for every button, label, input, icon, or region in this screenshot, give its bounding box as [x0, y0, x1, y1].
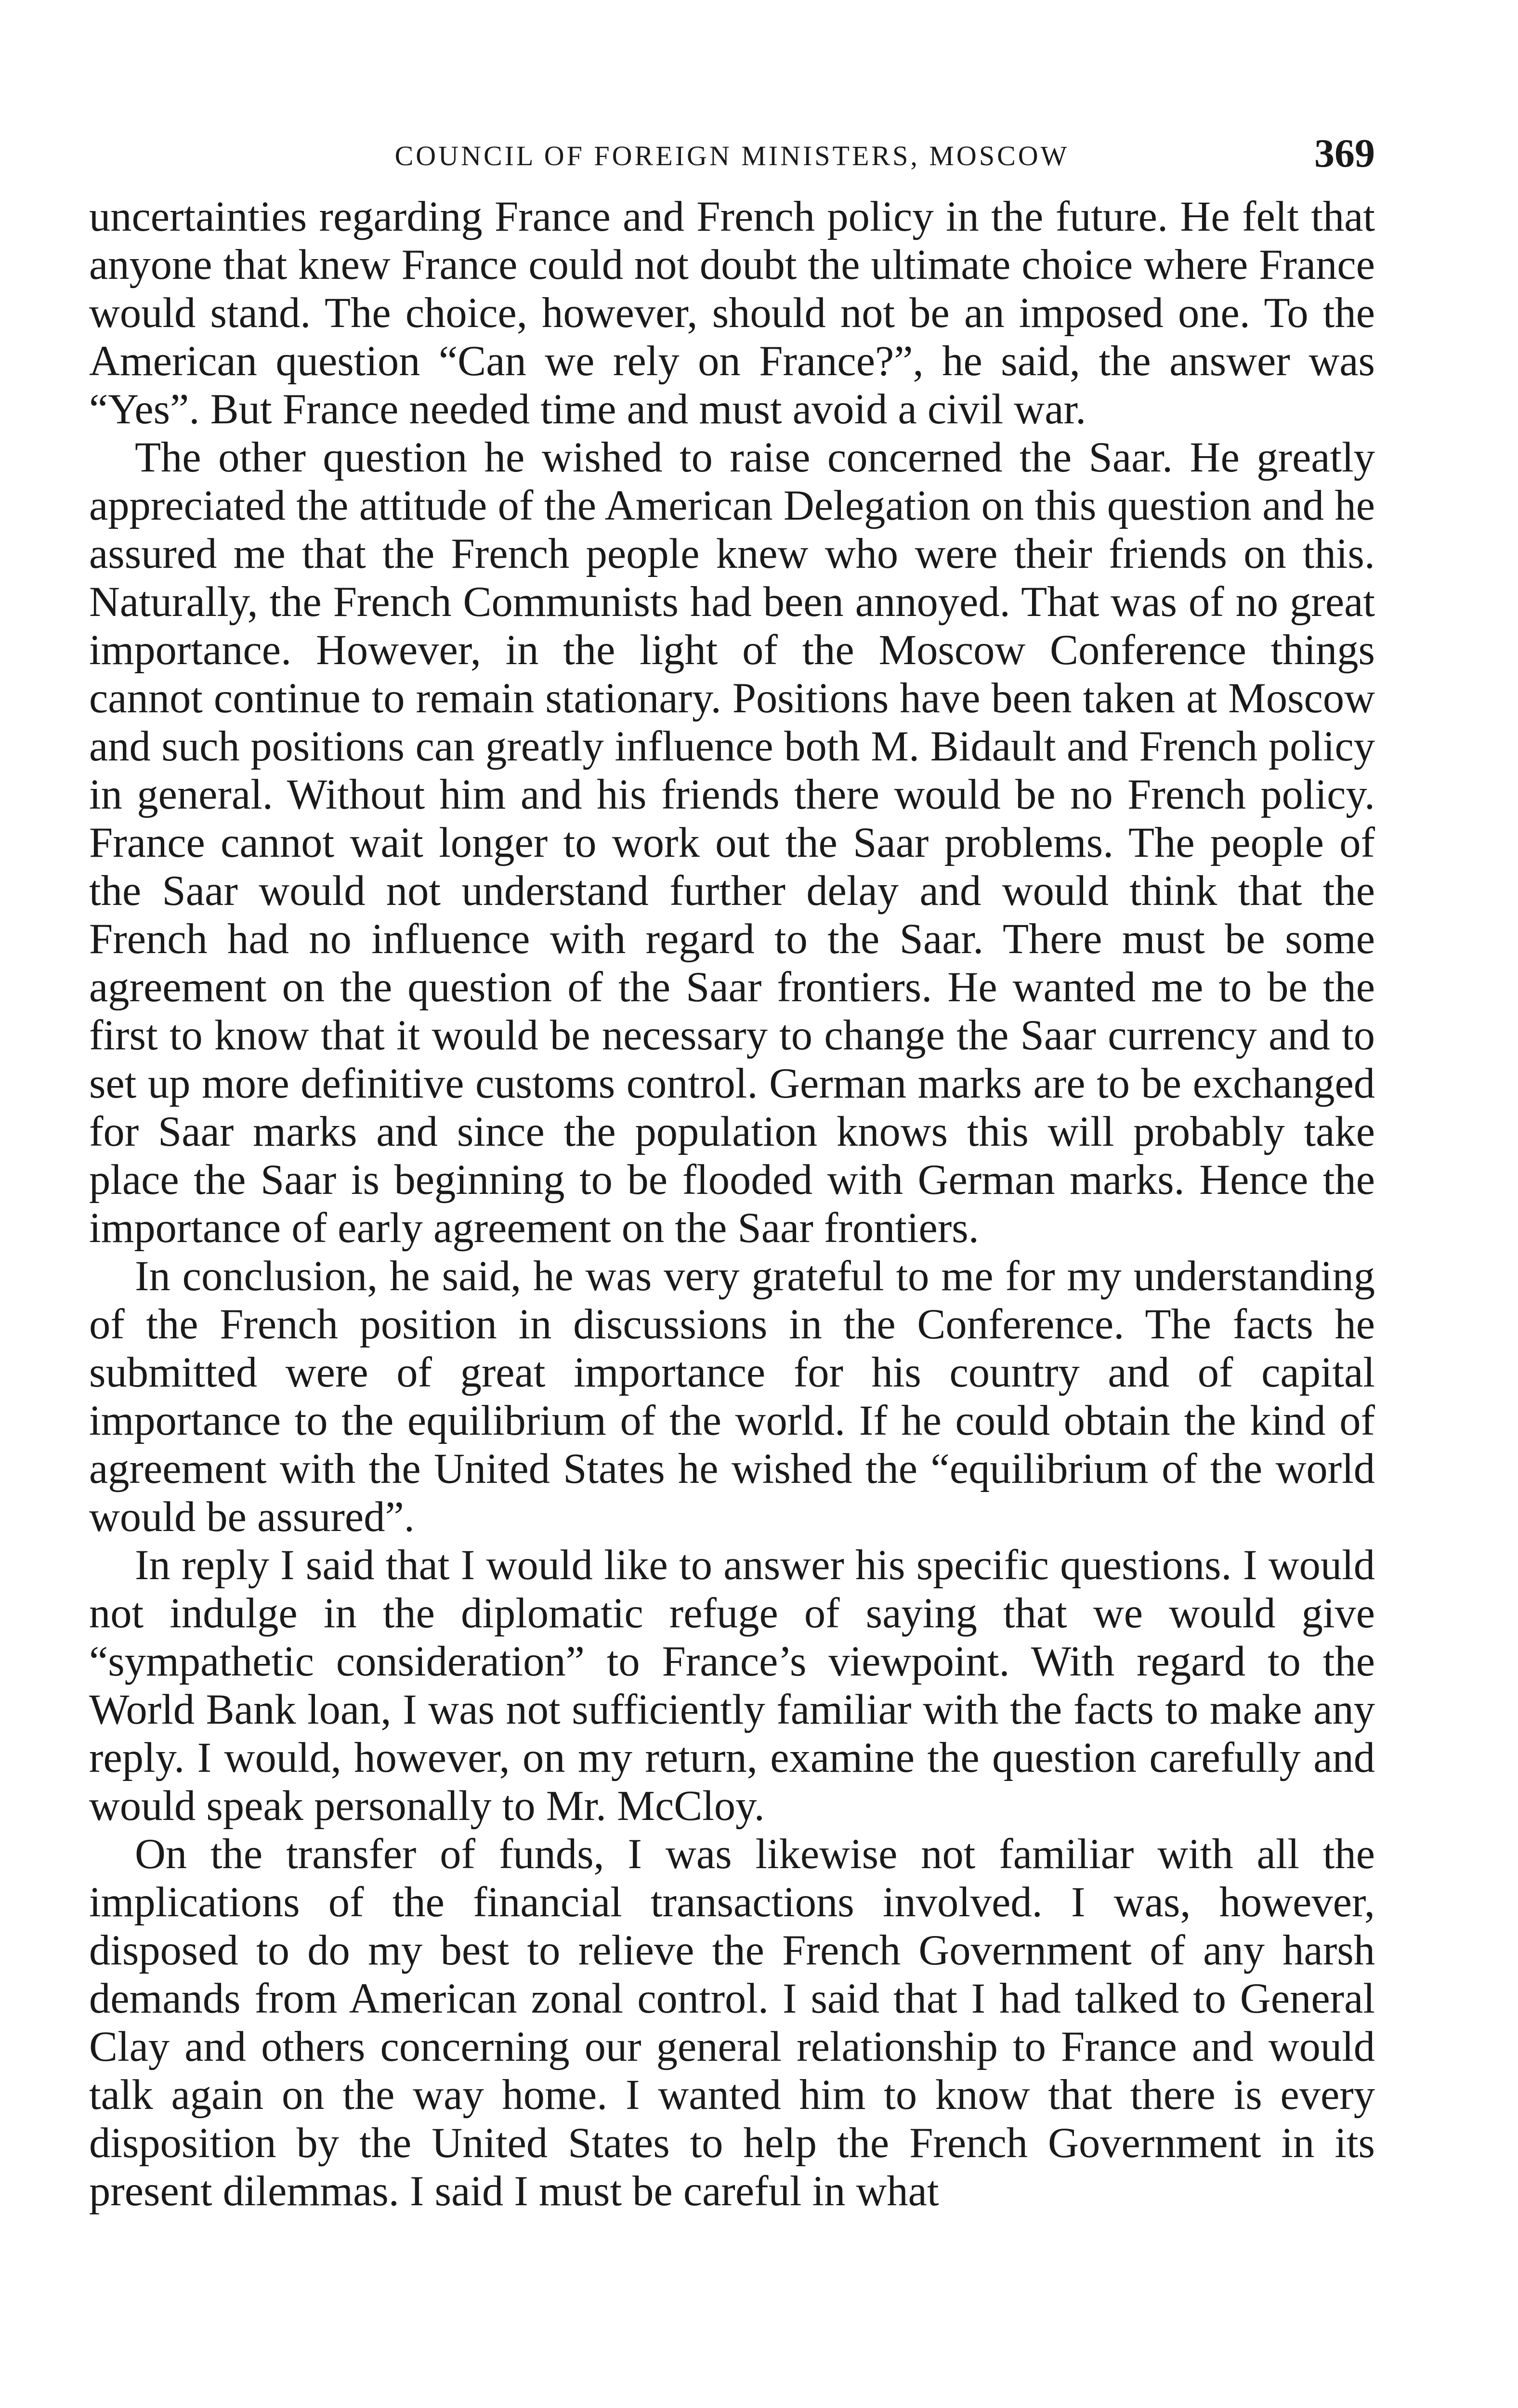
paragraph-5: On the transfer of funds, I was likewise not familiar with all the implications of the financial transactions involved. I was, however, disposed to do my best to relieve the French Government of any harsh demands from American zonal control. I said that I had talked to General Clay and others concerning our general relationship to France and would talk again on the way home. I wanted him to know that there is every disposition by the United States to help the French Government in its present dilemmas. I said I must be careful in what — [89, 1831, 1375, 2215]
paragraph-1: uncertainties regarding France and French policy in the future. He felt that anyone that knew France could not doubt the ultimate choice where France would stand. The choice, however, should not be an imposed one. To the American question “Can we rely on France?”, he said, the answer was “Yes”. But France needed time and must avoid a civil war. — [89, 193, 1375, 433]
running-head — [89, 130, 1375, 183]
page-number: 369 — [1314, 131, 1375, 176]
document-page — [89, 130, 1375, 2215]
running-title: COUNCIL OF FOREIGN MINISTERS, MOSCOW — [394, 140, 1070, 171]
paragraph-2: The other question he wished to raise concerned the Saar. He greatly appreciated the attitude of the American Delegation on this question and he assured me that the French people knew who were their friends on this. Naturally, the French Communists had been annoyed. That was of no great importance. However, in the light of the Moscow Conference things cannot continue to remain stationary. Positions have been taken at Moscow and such positions can greatly influence both M. Bidault and French policy in general. Without him and his friends there would be no French policy. France cannot wait longer to work out the Saar problems. The people of the Saar would not understand further delay and would think that the French had no influence with regard to the Saar. There must be some agreement on the question of the Saar frontiers. He wanted me to be the first to know that it would be necessary to change the Saar currency and to set up more definitive customs control. German marks are to be exchanged for Saar marks and since the population knows this will probably take place the Saar is beginning to be flooded with German marks. Hence the importance of early agreement on the Saar frontiers. — [89, 434, 1375, 1252]
text-body — [89, 193, 1375, 2215]
paragraph-4: In reply I said that I would like to answer his specific questions. I would not indulge in the diplomatic refuge of saying that we would give “sympathetic consideration” to France’s viewpoint. With regard to the World Bank loan, I was not sufficiently familiar with the facts to make any reply. I would, however, on my return, examine the question carefully and would speak personally to Mr. McCloy. — [89, 1542, 1375, 1830]
paragraph-3: In conclusion, he said, he was very grateful to me for my understanding of the French position in discussions in the Conference. The facts he submitted were of great importance for his country and of capital importance to the equilibrium of the world. If he could obtain the kind of agreement with the United States he wished the “equilibrium of the world would be assured”. — [89, 1253, 1375, 1541]
